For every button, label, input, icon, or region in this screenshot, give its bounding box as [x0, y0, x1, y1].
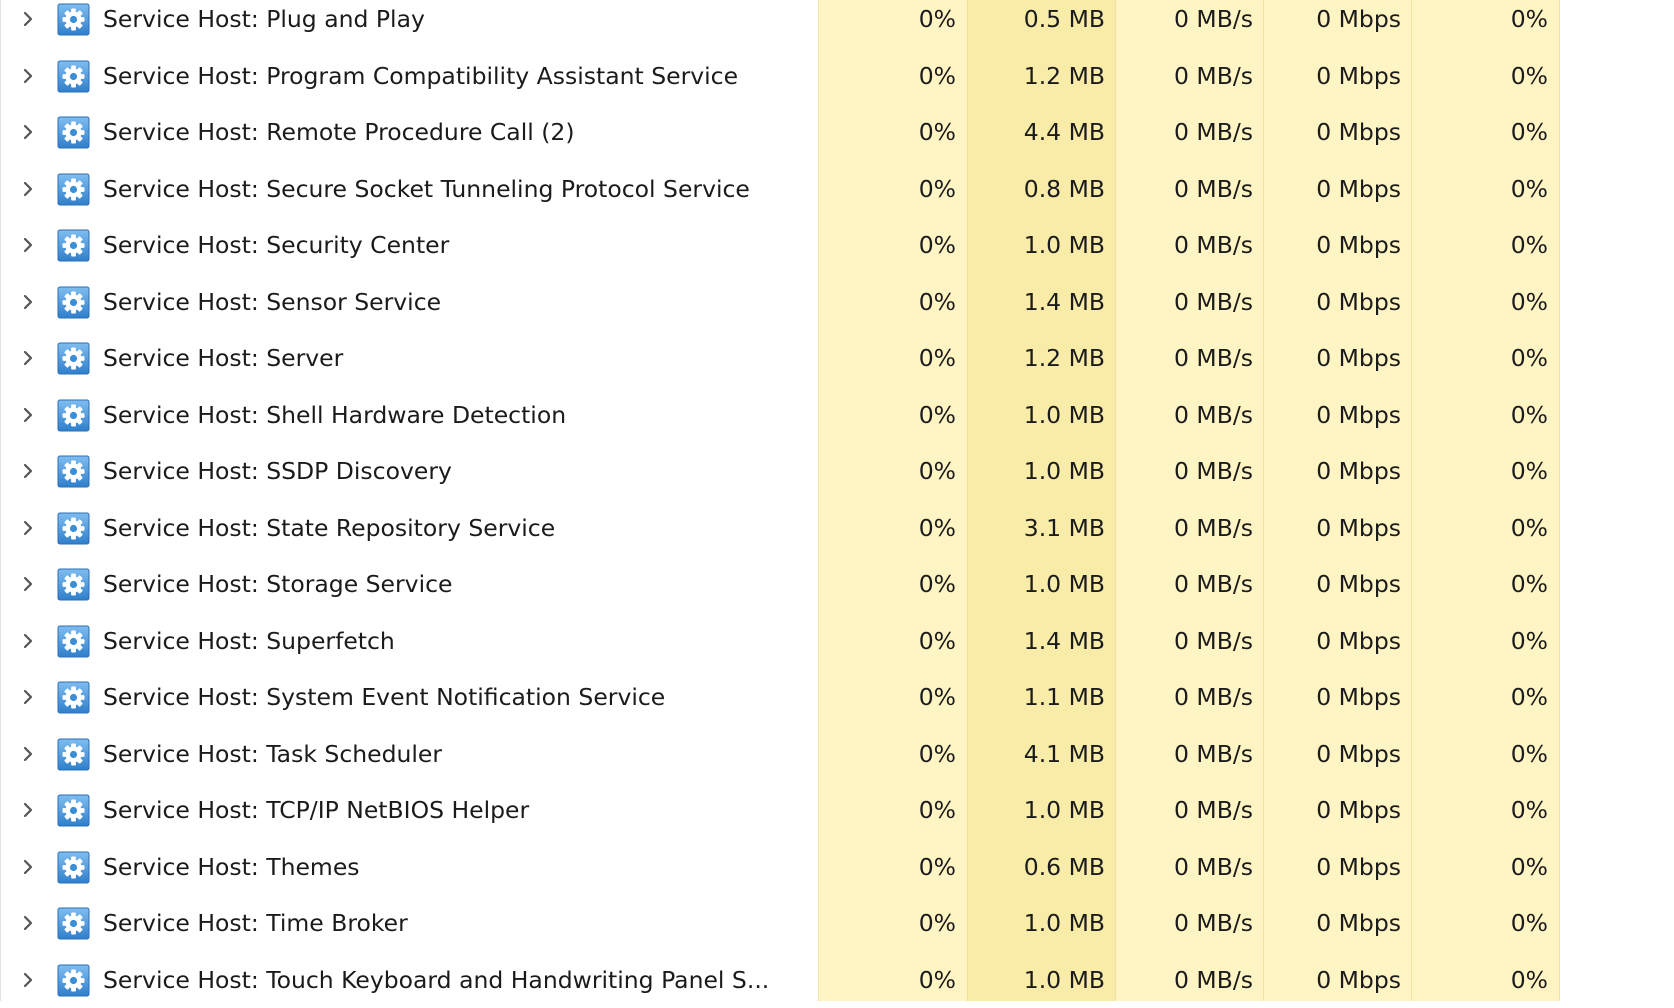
network-value: 0 Mbps — [1263, 895, 1401, 952]
disk-value: 0 MB/s — [1115, 726, 1253, 783]
cpu-value: 0% — [818, 500, 956, 557]
process-row[interactable] — [0, 48, 1674, 105]
disk-value: 0 MB/s — [1115, 782, 1253, 839]
service-gear-icon — [57, 229, 90, 262]
cpu-value: 0% — [818, 952, 956, 1008]
process-row[interactable] — [0, 217, 1674, 274]
service-gear-icon — [57, 512, 90, 545]
expand-chevron-icon[interactable] — [18, 118, 38, 146]
expand-chevron-icon[interactable] — [18, 344, 38, 372]
service-gear-icon — [57, 851, 90, 884]
process-name: Service Host: TCP/IP NetBIOS Helper — [103, 782, 529, 839]
process-name: Service Host: Superfetch — [103, 613, 395, 670]
process-row[interactable] — [0, 161, 1674, 218]
cpu-value: 0% — [818, 782, 956, 839]
memory-value: 4.1 MB — [967, 726, 1105, 783]
network-value: 0 Mbps — [1263, 726, 1401, 783]
memory-value: 1.0 MB — [967, 952, 1105, 1008]
process-row[interactable] — [0, 613, 1674, 670]
network-value: 0 Mbps — [1263, 839, 1401, 896]
service-gear-icon — [57, 738, 90, 771]
memory-value: 3.1 MB — [967, 500, 1105, 557]
gpu-value: 0% — [1411, 895, 1548, 952]
process-row[interactable] — [0, 274, 1674, 331]
network-value: 0 Mbps — [1263, 0, 1401, 48]
process-row[interactable] — [0, 556, 1674, 613]
expand-chevron-icon[interactable] — [18, 175, 38, 203]
expand-chevron-icon[interactable] — [18, 514, 38, 542]
service-gear-icon — [57, 342, 90, 375]
cpu-value: 0% — [818, 669, 956, 726]
process-name: Service Host: Sensor Service — [103, 274, 441, 331]
disk-value: 0 MB/s — [1115, 443, 1253, 500]
cpu-value: 0% — [818, 104, 956, 161]
service-gear-icon — [57, 399, 90, 432]
process-name: Service Host: Server — [103, 330, 343, 387]
service-gear-icon — [57, 625, 90, 658]
process-name: Service Host: State Repository Service — [103, 500, 555, 557]
process-row[interactable] — [0, 0, 1674, 48]
expand-chevron-icon[interactable] — [18, 457, 38, 485]
cpu-value: 0% — [818, 217, 956, 274]
gpu-value: 0% — [1411, 782, 1548, 839]
expand-chevron-icon[interactable] — [18, 909, 38, 937]
cpu-value: 0% — [818, 726, 956, 783]
gpu-value: 0% — [1411, 556, 1548, 613]
expand-chevron-icon[interactable] — [18, 288, 38, 316]
network-value: 0 Mbps — [1263, 443, 1401, 500]
expand-chevron-icon[interactable] — [18, 401, 38, 429]
gpu-value: 0% — [1411, 952, 1548, 1008]
network-value: 0 Mbps — [1263, 387, 1401, 444]
process-name: Service Host: Time Broker — [103, 895, 408, 952]
gpu-value: 0% — [1411, 613, 1548, 670]
process-name: Service Host: Touch Keyboard and Handwriting Panel S... — [103, 952, 769, 1008]
memory-value: 0.5 MB — [967, 0, 1105, 48]
cpu-value: 0% — [818, 161, 956, 218]
memory-value: 1.2 MB — [967, 330, 1105, 387]
expand-chevron-icon[interactable] — [18, 853, 38, 881]
memory-value: 1.0 MB — [967, 782, 1105, 839]
memory-value: 1.2 MB — [967, 48, 1105, 105]
network-value: 0 Mbps — [1263, 48, 1401, 105]
memory-value: 0.8 MB — [967, 161, 1105, 218]
service-gear-icon — [57, 286, 90, 319]
expand-chevron-icon[interactable] — [18, 570, 38, 598]
memory-value: 1.1 MB — [967, 669, 1105, 726]
expand-chevron-icon[interactable] — [18, 683, 38, 711]
process-row[interactable] — [0, 669, 1674, 726]
memory-value: 4.4 MB — [967, 104, 1105, 161]
cpu-value: 0% — [818, 839, 956, 896]
service-gear-icon — [57, 173, 90, 206]
disk-value: 0 MB/s — [1115, 500, 1253, 557]
network-value: 0 Mbps — [1263, 613, 1401, 670]
cpu-value: 0% — [818, 895, 956, 952]
process-name: Service Host: Secure Socket Tunneling Protocol Service — [103, 161, 750, 218]
process-row[interactable] — [0, 726, 1674, 783]
cpu-value: 0% — [818, 274, 956, 331]
process-row[interactable] — [0, 500, 1674, 557]
service-gear-icon — [57, 794, 90, 827]
process-name: Service Host: Shell Hardware Detection — [103, 387, 566, 444]
process-row[interactable] — [0, 952, 1674, 1008]
network-value: 0 Mbps — [1263, 330, 1401, 387]
process-name: Service Host: SSDP Discovery — [103, 443, 452, 500]
network-value: 0 Mbps — [1263, 500, 1401, 557]
process-name: Service Host: Storage Service — [103, 556, 452, 613]
disk-value: 0 MB/s — [1115, 104, 1253, 161]
service-gear-icon — [57, 964, 90, 997]
service-gear-icon — [57, 681, 90, 714]
service-gear-icon — [57, 568, 90, 601]
gpu-value: 0% — [1411, 0, 1548, 48]
gpu-value: 0% — [1411, 443, 1548, 500]
process-name: Service Host: Task Scheduler — [103, 726, 442, 783]
network-value: 0 Mbps — [1263, 274, 1401, 331]
disk-value: 0 MB/s — [1115, 274, 1253, 331]
service-gear-icon — [57, 455, 90, 488]
network-value: 0 Mbps — [1263, 217, 1401, 274]
disk-value: 0 MB/s — [1115, 217, 1253, 274]
cpu-value: 0% — [818, 330, 956, 387]
expand-chevron-icon[interactable] — [18, 796, 38, 824]
gpu-value: 0% — [1411, 161, 1548, 218]
disk-value: 0 MB/s — [1115, 839, 1253, 896]
process-name: Service Host: Remote Procedure Call (2) — [103, 104, 575, 161]
service-gear-icon — [57, 3, 90, 36]
gpu-value: 0% — [1411, 274, 1548, 331]
gpu-value: 0% — [1411, 500, 1548, 557]
service-gear-icon — [57, 907, 90, 940]
service-gear-icon — [57, 116, 90, 149]
process-name: Service Host: Security Center — [103, 217, 449, 274]
disk-value: 0 MB/s — [1115, 613, 1253, 670]
memory-value: 1.0 MB — [967, 387, 1105, 444]
cpu-value: 0% — [818, 387, 956, 444]
process-name: Service Host: Themes — [103, 839, 360, 896]
cpu-value: 0% — [818, 613, 956, 670]
process-name: Service Host: Program Compatibility Assistant Service — [103, 48, 738, 105]
disk-value: 0 MB/s — [1115, 48, 1253, 105]
disk-value: 0 MB/s — [1115, 161, 1253, 218]
memory-value: 1.4 MB — [967, 613, 1105, 670]
process-row[interactable] — [0, 104, 1674, 161]
process-row[interactable] — [0, 782, 1674, 839]
expand-chevron-icon[interactable] — [18, 627, 38, 655]
process-row[interactable] — [0, 330, 1674, 387]
memory-value: 1.0 MB — [967, 556, 1105, 613]
gpu-value: 0% — [1411, 217, 1548, 274]
network-value: 0 Mbps — [1263, 669, 1401, 726]
service-gear-icon — [57, 60, 90, 93]
expand-chevron-icon[interactable] — [18, 231, 38, 259]
memory-value: 1.0 MB — [967, 895, 1105, 952]
process-row[interactable] — [0, 387, 1674, 444]
expand-chevron-icon[interactable] — [18, 740, 38, 768]
disk-value: 0 MB/s — [1115, 556, 1253, 613]
disk-value: 0 MB/s — [1115, 895, 1253, 952]
gpu-value: 0% — [1411, 48, 1548, 105]
gpu-value: 0% — [1411, 726, 1548, 783]
process-row[interactable] — [0, 839, 1674, 896]
process-name: Service Host: System Event Notification Service — [103, 669, 665, 726]
network-value: 0 Mbps — [1263, 161, 1401, 218]
expand-chevron-icon[interactable] — [18, 5, 38, 33]
network-value: 0 Mbps — [1263, 104, 1401, 161]
disk-value: 0 MB/s — [1115, 0, 1253, 48]
disk-value: 0 MB/s — [1115, 330, 1253, 387]
network-value: 0 Mbps — [1263, 782, 1401, 839]
gpu-value: 0% — [1411, 387, 1548, 444]
gpu-value: 0% — [1411, 669, 1548, 726]
disk-value: 0 MB/s — [1115, 669, 1253, 726]
expand-chevron-icon[interactable] — [18, 62, 38, 90]
disk-value: 0 MB/s — [1115, 952, 1253, 1008]
disk-value: 0 MB/s — [1115, 387, 1253, 444]
process-row[interactable] — [0, 895, 1674, 952]
network-value: 0 Mbps — [1263, 952, 1401, 1008]
gpu-value: 0% — [1411, 330, 1548, 387]
memory-value: 0.6 MB — [967, 839, 1105, 896]
memory-value: 1.0 MB — [967, 443, 1105, 500]
process-name: Service Host: Plug and Play — [103, 0, 425, 48]
cpu-value: 0% — [818, 443, 956, 500]
network-value: 0 Mbps — [1263, 556, 1401, 613]
gpu-value: 0% — [1411, 104, 1548, 161]
gpu-value: 0% — [1411, 839, 1548, 896]
process-row[interactable] — [0, 443, 1674, 500]
cpu-value: 0% — [818, 48, 956, 105]
cpu-value: 0% — [818, 556, 956, 613]
cpu-value: 0% — [818, 0, 956, 48]
memory-value: 1.4 MB — [967, 274, 1105, 331]
expand-chevron-icon[interactable] — [18, 966, 38, 994]
memory-value: 1.0 MB — [967, 217, 1105, 274]
